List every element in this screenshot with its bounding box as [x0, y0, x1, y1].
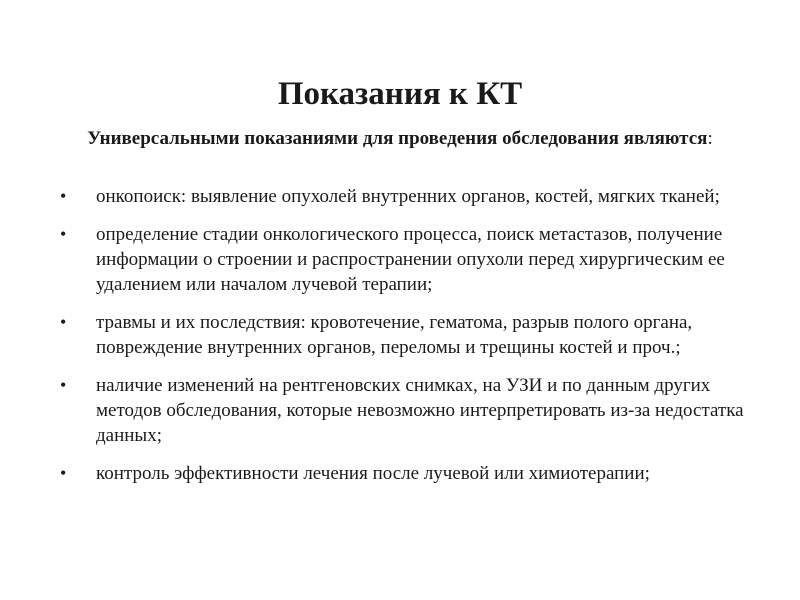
subtitle-colon: : — [707, 128, 713, 149]
list-item-text: определение стадии онкологического процесса, поиск метастазов, получение информации о строении и распространении опухоли перед хирургическим ее удалением или началом лучевой терапии; — [96, 224, 725, 295]
list-item — [60, 184, 760, 209]
slide-subtitle — [80, 126, 720, 151]
bullet-icon: • — [60, 375, 67, 395]
list-item — [60, 373, 760, 448]
indications-list — [60, 184, 760, 499]
list-item-text: наличие изменений на рентгеновских снимках, на УЗИ и по данным других методов обследования, которые невозможно интерпретировать из-за недостатка данных; — [96, 375, 744, 446]
subtitle-bold-text: Универсальными показаниями для проведения обследования являются — [87, 128, 708, 149]
list-item-text: онкопоиск: выявление опухолей внутренних органов, костей, мягких тканей; — [96, 186, 720, 207]
slide-title: Показания к КТ — [277, 76, 523, 112]
bullet-icon: • — [60, 312, 67, 332]
bullet-icon: • — [60, 186, 67, 206]
bullet-icon: • — [60, 463, 67, 483]
list-item — [60, 310, 760, 360]
bullet-icon: • — [60, 224, 67, 244]
list-item — [60, 222, 760, 297]
list-item — [60, 461, 760, 486]
list-item-text: травмы и их последствия: кровотечение, гематома, разрыв полого органа, повреждение внутренних органов, переломы и трещины костей и проч.; — [96, 312, 693, 358]
list-item-text: контроль эффективности лечения после лучевой или химиотерапии; — [96, 463, 650, 484]
